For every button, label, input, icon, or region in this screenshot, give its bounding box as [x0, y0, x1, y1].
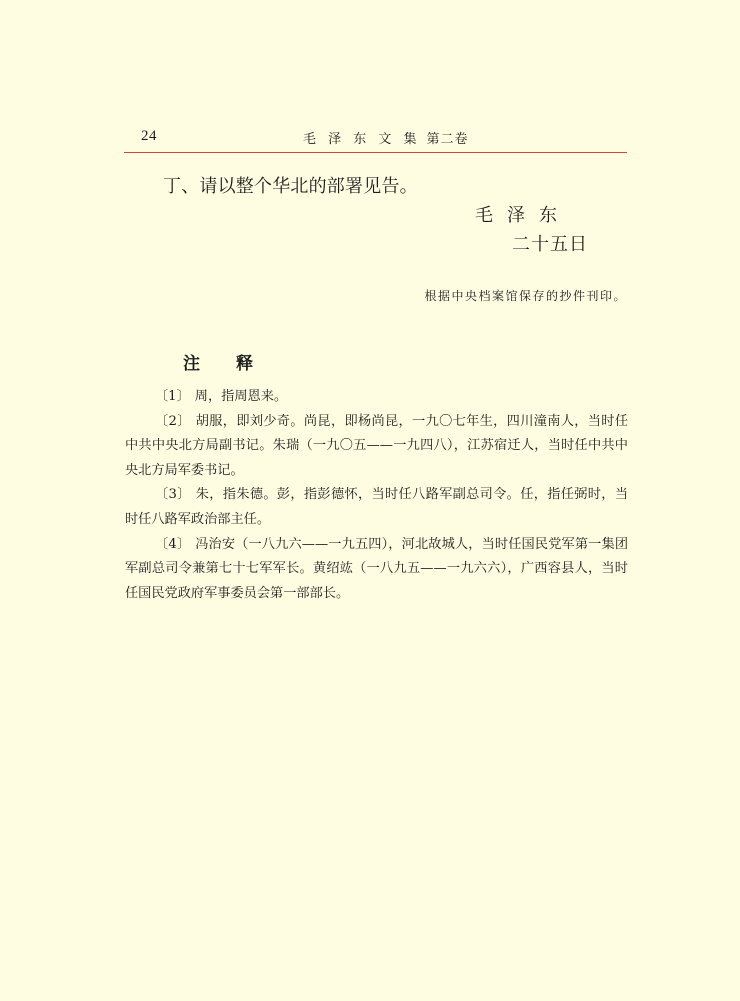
- volume-label: 第二卷: [426, 132, 469, 147]
- note-item: [125, 410, 628, 484]
- book-title: 毛 泽 东 文 集: [303, 132, 421, 147]
- page-header: [125, 126, 627, 152]
- signature: 毛泽东: [475, 205, 571, 226]
- note-marker: 〔3〕: [155, 487, 191, 503]
- note-item: [125, 385, 628, 410]
- note-text: 朱，指朱德。彭，指彭德怀，当时任八路军副总司令。任，指任弼时，当时任八路军政治部主任。: [125, 487, 629, 527]
- note-marker: 〔2〕: [155, 413, 191, 429]
- notes-list: [125, 385, 628, 606]
- note-item: [125, 483, 628, 532]
- header-rule: [124, 152, 627, 153]
- letter-date: 二十五日: [512, 234, 588, 255]
- notes-heading: 注释: [183, 354, 289, 374]
- note-text: 周，指周恩来。: [194, 389, 288, 404]
- page-number: 24: [141, 128, 157, 144]
- note-text: 胡服，即刘少奇。尚昆，即杨尚昆，一九〇七年生，四川潼南人，当时任中共中央北方局副书记。朱瑞（一九〇五——一九四八），江苏宿迁人，当时任中共中央北方局军委书记。: [125, 413, 629, 478]
- closing-line: 丁、请以整个华北的部署见告。: [163, 176, 418, 197]
- note-marker: 〔1〕: [155, 389, 190, 404]
- running-title: [303, 128, 469, 147]
- note-item: [125, 533, 628, 607]
- note-marker: 〔4〕: [155, 536, 191, 552]
- source-note: 根据中央档案馆保存的抄件刊印。: [424, 289, 627, 303]
- note-text: 冯治安（一八九六——一九五四），河北故城人，当时任国民党军第一集团军副总司令兼第七十七军军长。黄绍竑（一八九五——一九六六），广西容县人，当时任国民党政府军事委员会第一部部长。: [125, 536, 629, 601]
